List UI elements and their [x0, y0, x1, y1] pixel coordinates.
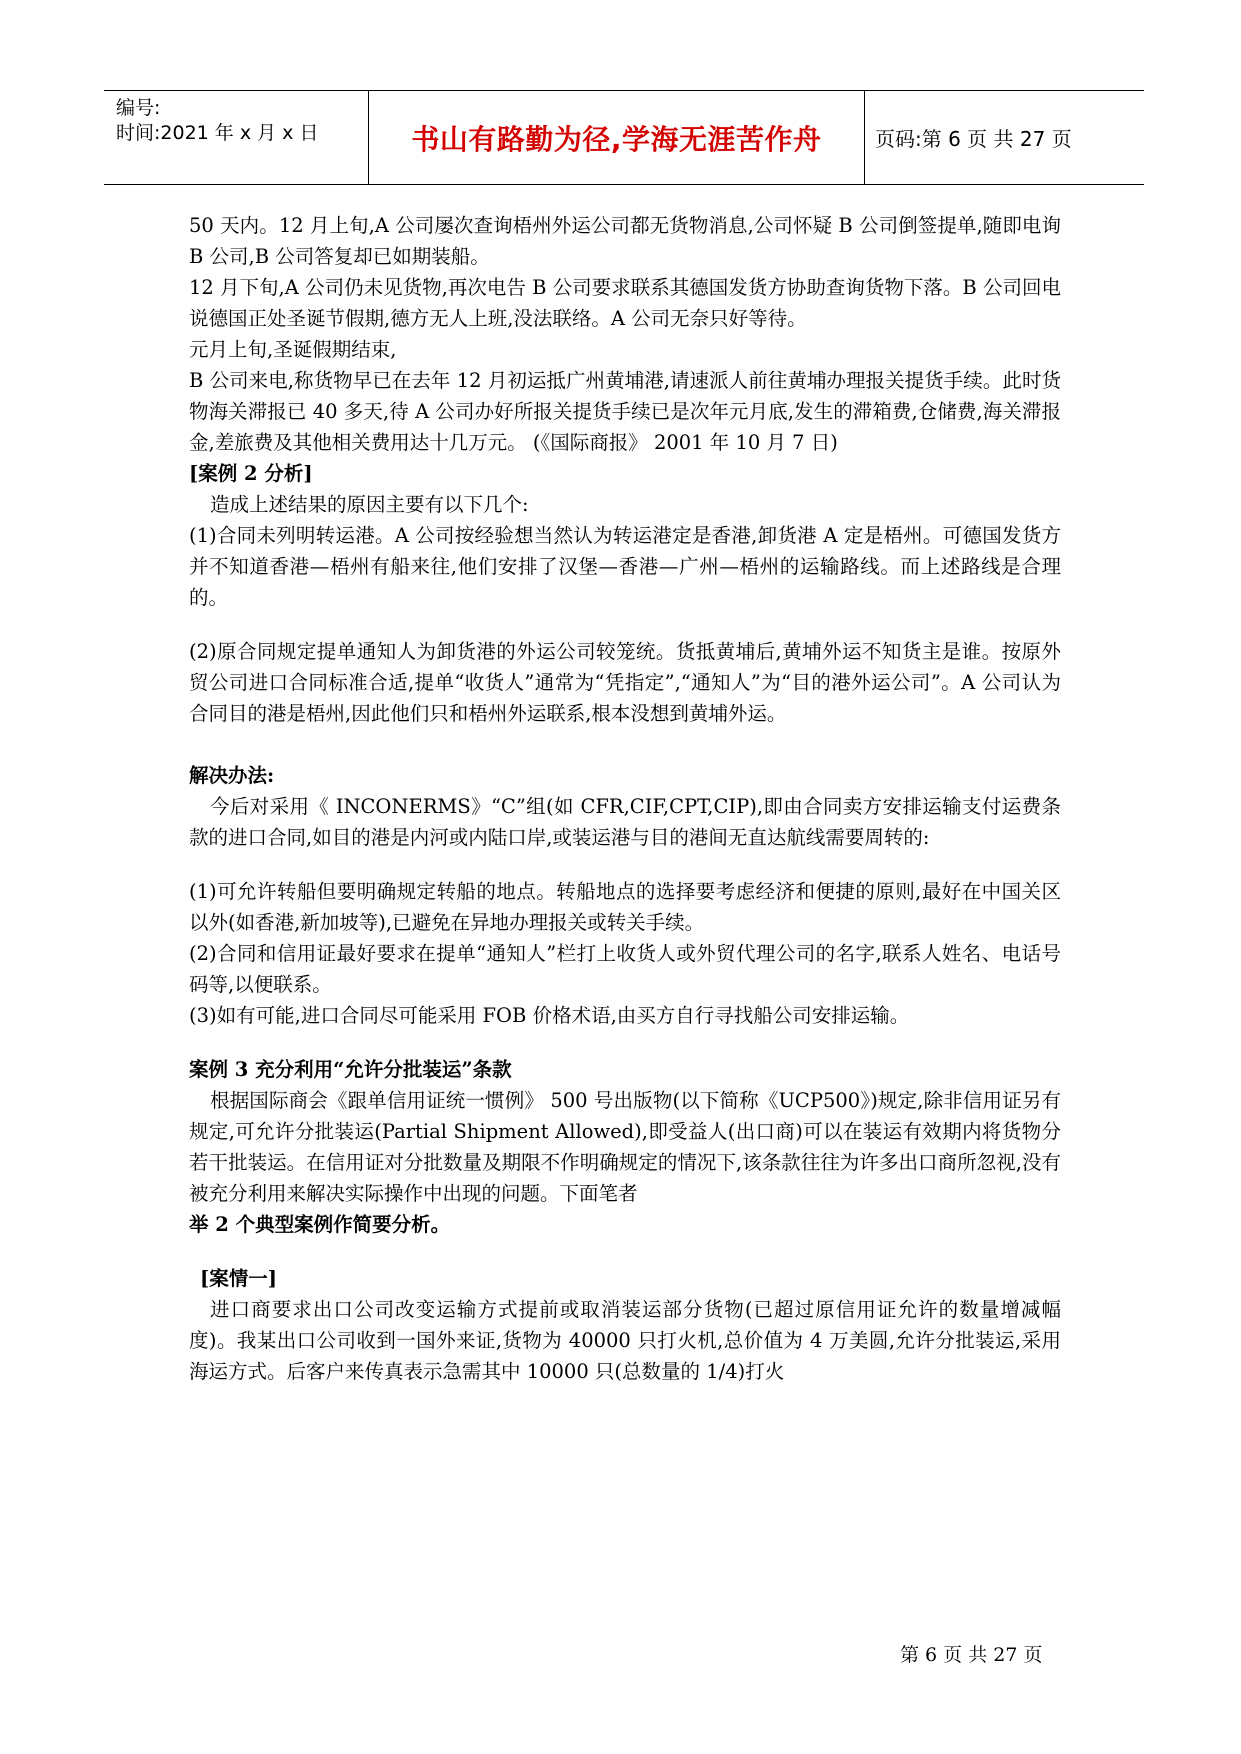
paragraph: 造成上述结果的原因主要有以下几个:: [210, 493, 529, 516]
paragraph: B 公司来电,称货物早已在去年 12 月初运抵广州黄埔港,请速派人前往黄埔办理报关提货手续。此时货物海关滞报已 40 多天,待 A 公司办好所报关提货手续已是次年元月底,发生的滞箱费,仓储费,海关滞报金,差旅费及其他相关费用达十几万元。 (《国际商报》 2001 年 10 月 7 日): [189, 369, 1061, 454]
paragraph: 元月上旬,圣诞假期结束,: [189, 338, 397, 361]
document-time-label: 时间:2021 年 x 月 x 日: [116, 122, 319, 144]
section-heading: 解决办法:: [189, 764, 275, 787]
paragraph: 进口商要求出口公司改变运输方式提前或取消装运部分货物(已超过原信用证允许的数量增减幅度)。我某出口公司收到一国外来证,货物为 40000 只打火机,总价值为 4 万美圆,允许分批装运,采用海运方式。后客户来传真表示急需其中 10000 只(总数量的 1/4)打火: [189, 1298, 1061, 1383]
paragraph: 12 月下旬,A 公司仍未见货物,再次电告 B 公司要求联系其德国发货方协助查询货物下落。B 公司回电说德国正处圣诞节假期,德方无人上班,没法联络。A 公司无奈只好等待。: [189, 276, 1061, 330]
header-page-cell: [865, 91, 1144, 184]
spacer: [189, 853, 1061, 876]
paragraph: 根据国际商会《跟单信用证统一惯例》 500 号出版物(以下简称《UCP500》)规定,除非信用证另有规定,可允许分批装运(Partial Shipment Allowed),即受益人(出口商)可以在装运有效期内将货物分若干批装运。在信用证对分批数量及期限不作明确规定的情况下,该条款往往为许多出口商所忽视,没有被充分利用来解决实际操作中出现的问题。下面笔者: [189, 1089, 1061, 1205]
spacer: [189, 613, 1061, 636]
paragraph: (1)可允许转船但要明确规定转船的地点。转船地点的选择要考虑经济和便捷的原则,最好在中国关区以外(如香港,新加坡等),已避免在异地办理报关或转关手续。: [189, 880, 1061, 934]
paragraph: (2)合同和信用证最好要求在提单“通知人”栏打上收货人或外贸代理公司的名字,联系人姓名、电话号码等,以便联系。: [189, 942, 1061, 996]
page-footer-number: 第 6 页 共 27 页: [900, 1644, 1043, 1666]
section-heading: 案例 3 充分利用“允许分批装运”条款: [189, 1058, 512, 1081]
paragraph: (1)合同未列明转运港。A 公司按经验想当然认为转运港定是香港,卸货港 A 定是梧州。可德国发货方并不知道香港—梧州有船来往,他们安排了汉堡—香港—广州—梧州的运输路线。而上述路线是合理的。: [189, 524, 1061, 609]
spacer: [189, 1031, 1061, 1054]
document-number-label: 编号:: [116, 97, 161, 119]
paragraph: 今后对采用《 INCONERMS》“C”组(如 CFR,CIF,CPT,CIP),即由合同卖方安排运输支付运费条款的进口合同,如目的港是内河或内陆口岸,或装运港与目的港间无直达航线需要周转的:: [189, 795, 1061, 849]
section-heading: [案情一]: [200, 1267, 277, 1290]
spacer: [189, 1240, 1061, 1263]
page-header: [104, 90, 1144, 185]
header-motto-cell: [369, 91, 865, 184]
paragraph: 举 2 个典型案例作简要分析。: [189, 1213, 451, 1236]
document-body: [189, 210, 1061, 1387]
paragraph: (2)原合同规定提单通知人为卸货港的外运公司较笼统。货抵黄埔后,黄埔外运不知货主是谁。按原外贸公司进口合同标准合适,提单“收货人”通常为“凭指定”,“通知人”为“目的港外运公司”。A 公司认为合同目的港是梧州,因此他们只和梧州外运联系,根本没想到黄埔外运。: [189, 640, 1061, 725]
header-motto: 书山有路勤为径,学海无涯苦作舟: [411, 122, 822, 156]
header-page-number: 页码:第 6 页 共 27 页: [875, 127, 1072, 151]
paragraph: 50 天内。12 月上旬,A 公司屡次查询梧州外运公司都无货物消息,公司怀疑 B 公司倒签提单,随即电询 B 公司,B 公司答复却已如期装船。: [189, 214, 1061, 268]
spacer: [189, 729, 1061, 760]
paragraph: (3)如有可能,进口合同尽可能采用 FOB 价格术语,由买方自行寻找船公司安排运输。: [189, 1004, 910, 1027]
header-info-cell: [104, 91, 369, 184]
section-heading: [案例 2 分析]: [189, 462, 313, 485]
